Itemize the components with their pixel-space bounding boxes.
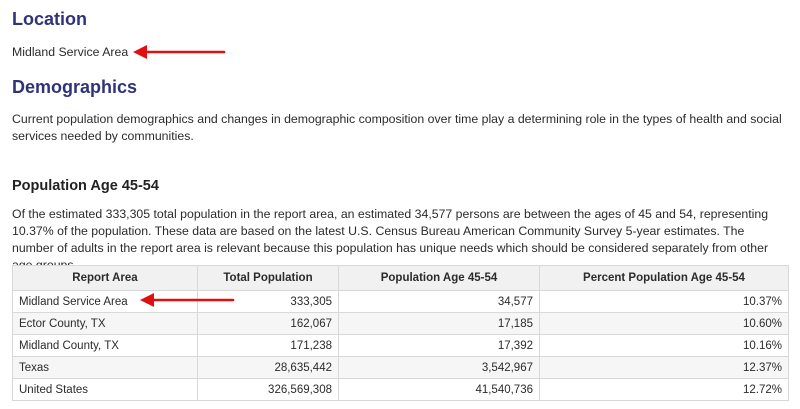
cell-percent-45-54: 12.37% bbox=[540, 357, 789, 379]
col-header-percent-45-54: Percent Population Age 45-54 bbox=[540, 266, 789, 291]
cell-population-45-54: 41,540,736 bbox=[339, 379, 540, 401]
cell-total-population: 333,305 bbox=[198, 291, 339, 313]
col-header-total-population: Total Population bbox=[198, 266, 339, 291]
table-wrapper bbox=[12, 265, 789, 401]
location-heading: Location bbox=[12, 9, 87, 29]
cell-total-population: 326,569,308 bbox=[198, 379, 339, 401]
population-45-54-description: Of the estimated 333,305 total population in the report area, an estimated 34,577 persons are between the ages of 45 and 54, representing 10.37% of the population. These data are based on the latest U.S. Census Bureau American Community Survey 5-year estimates. The number of adults in the report area is relevant because this population has unique needs which should be considered separately from other bbox=[12, 207, 769, 255]
cell-total-population: 171,238 bbox=[198, 335, 339, 357]
demographics-intro: Current population demographics and changes in demographic composition over time play a determining role in the types of health and social services needed by communities. bbox=[12, 112, 782, 143]
demographics-heading: Demographics bbox=[12, 77, 138, 97]
cell-total-population: 28,635,442 bbox=[198, 357, 339, 379]
cell-population-45-54: 3,542,967 bbox=[339, 357, 540, 379]
cell-report-area: United States bbox=[13, 379, 198, 401]
location-value: Midland Service Area bbox=[12, 45, 129, 59]
cell-population-45-54: 34,577 bbox=[339, 291, 540, 313]
cell-percent-45-54: 12.72% bbox=[540, 379, 789, 401]
cell-percent-45-54: 10.37% bbox=[540, 291, 789, 313]
cell-percent-45-54: 10.16% bbox=[540, 335, 789, 357]
table-row bbox=[13, 357, 789, 379]
col-header-report-area: Report Area bbox=[13, 266, 198, 291]
table-row bbox=[13, 379, 789, 401]
annotation-arrow-location bbox=[132, 44, 226, 60]
cell-report-area: Ector County, TX bbox=[13, 313, 198, 335]
population-45-54-heading: Population Age 45-54 bbox=[12, 178, 159, 194]
cell-report-area: Midland County, TX bbox=[13, 335, 198, 357]
table-row bbox=[13, 291, 789, 313]
annotation-arrow-table bbox=[139, 292, 235, 308]
cell-population-45-54: 17,392 bbox=[339, 335, 540, 357]
cell-percent-45-54: 10.60% bbox=[540, 313, 789, 335]
table-row bbox=[13, 313, 789, 335]
table-header-row bbox=[13, 266, 789, 291]
table-row bbox=[13, 335, 789, 357]
col-header-population-45-54: Population Age 45-54 bbox=[339, 266, 540, 291]
cell-total-population: 162,067 bbox=[198, 313, 339, 335]
cell-report-area: Midland Service Area bbox=[13, 291, 198, 313]
cell-population-45-54: 17,185 bbox=[339, 313, 540, 335]
cell-report-area: Texas bbox=[13, 357, 198, 379]
population-table bbox=[12, 265, 789, 401]
